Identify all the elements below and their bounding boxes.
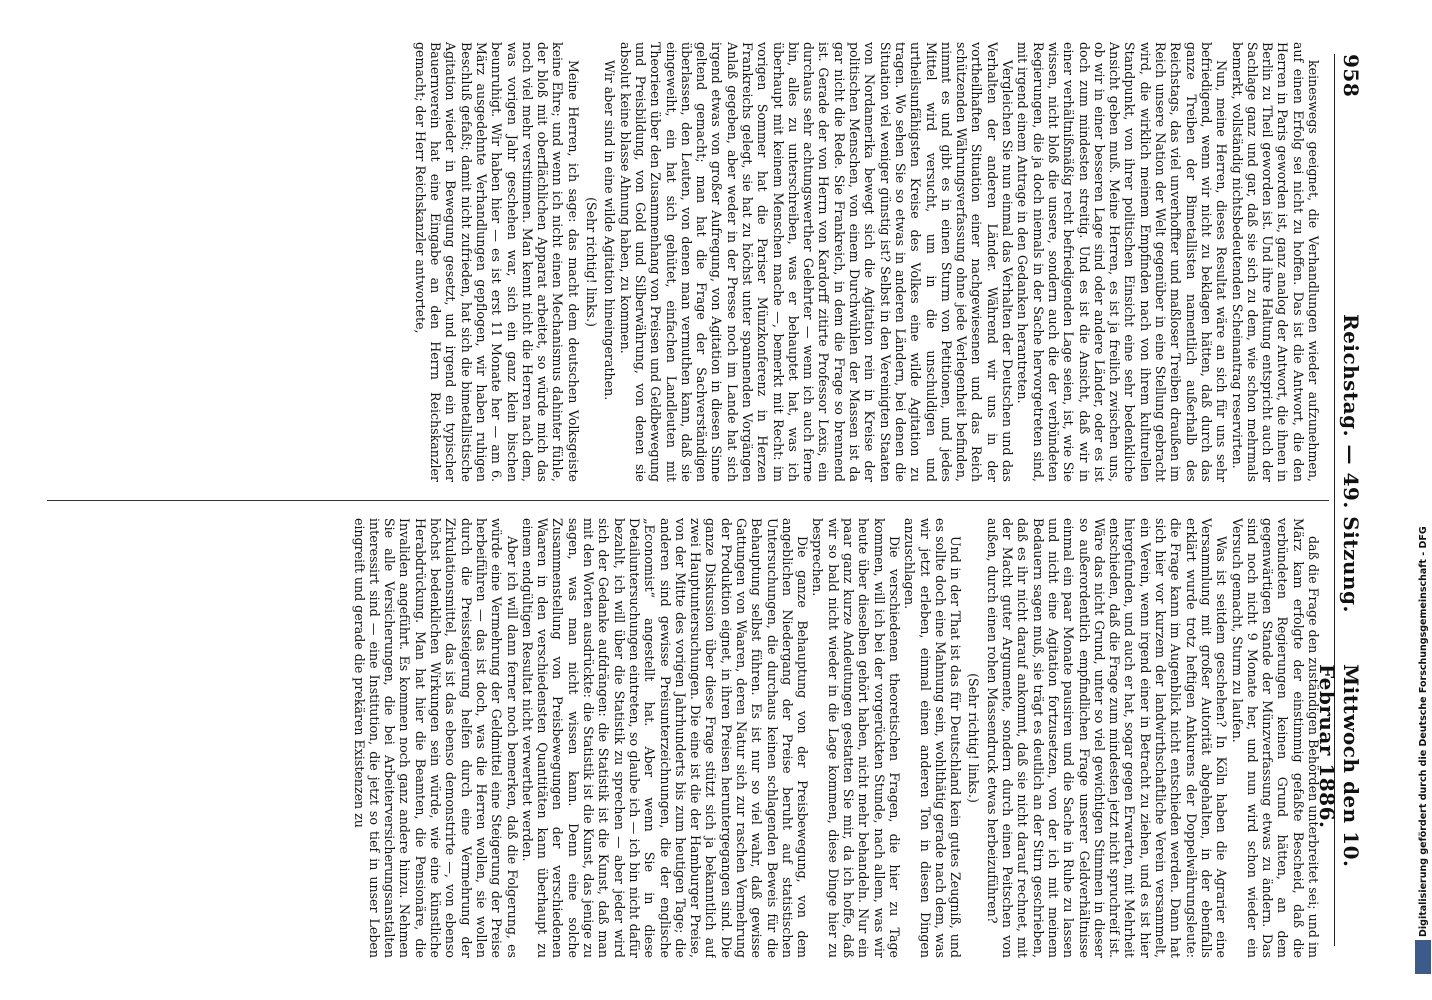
paragraph: Wir aber sind in eine wilde Agitation hineingerathen. xyxy=(602,60,618,401)
session-title: Reichstag. — 49. Sitzung. xyxy=(1339,314,1363,613)
dfg-credit-text: Digitalisierung gefördert durch die Deutsche Forschungsgemeinschaft - DFG xyxy=(1418,526,1429,937)
paragraph: Nun, meine Herren, dieses Resultat wäre an sich für uns sehr befriedigend, wenn wir nicht zu beklagen hätten, daß durch das ganze Treiben der Bimetallisten namentlich außerhalb des Reichstags, das viel unverhoffter und maßloser Treiben draußen im Reich unsere Nation der Welt gegenüber in eine Stellung gebracht wird, die wirklich meinem Empfinden nach von ihrem kulturellen Standpunkt, von ihrer politischen Einsicht eine sehr bedenkliche Ansicht geben muß. Meine Herren, es ist ja freilich zwischen uns, ob wir in einer besseren Lage sind oder andere Länder, oder es ist doch zum mindesten streitig. Und es ist die Ansicht, daß wir in einer verhältnißmäßig recht befriedigenden Lage seien, ist, wie Sie wissen, nicht bloß die unsere, sondern auch die der verbündeten Regierungen, die ja doch niemals in der Sache hervorgetreten sind, mit irgend einem Antrage in den Gedanken herantreten. xyxy=(1015,42,1230,482)
paragraph: daß die Frage den zuständigen Behörden unterbreitet sei; und im März kam erfolgte der einstimmig gefaßte Bescheid, daß die verbündeten Regierungen keinen Grund hätten, an dem gegenwärtigen Stande der Münzverfassung etwas zu ändern. Das sind noch nicht 9 Monate her, und nun wird schon wieder ein Versuch gemacht, Sturm zu laufen. xyxy=(1229,518,1321,958)
right-text-column xyxy=(45,518,1321,958)
paragraph: Vergleichen Sie nun einmal das Verhalten der Deutschen und das Verhalten der anderen Länder. Während wir uns in der vortheilhaften Situation einer nachgewiesenen und das Reich schützenden Währungsverfassung ohne jede Verlegenheit befinden, nimmt es und gibt es in einen Sturm von Petitionen, und jedes Mittel wird versucht, um in die unschuldigen und urtheilsunfähigsten Kreise des Volkes eine wilde Agitation zu tragen. Wo sehen Sie so etwas in anderen Ländern, bei denen die Situation viel weniger günstig ist? Selbst in den Vereinigten Staaten von Nordamerika bewegt sich die Agitation rein in Kreise der politischen Menschen, von einem Durchwühlen der Massen ist da gar nicht die Rede. Sie Frankreich, in dem die Frage so brennend ist. Gerade der von Herrn von Kardorff zitirte Professor Lexis, ein durchaus sehr achtungswerther Gelehrter — wenn ich auch ferne bin, alles zu unterschreiben, was er behauptet hat, was ich überhaupt mit keinem Menschen mache —, bemerkt mit Recht: im vorigen Sommer hat die Pariser Münzkonferenz in Herzen Frankreichs gelegt, sie hat zu höchst unter spannenden Vorgängen Anlaß gegeben, aber weder in der Presse noch im Lande hat sich irgend etwas von großer Aufregung, von Agitation in diesen Sinne geltend gemacht; man hat die Frage der Sachverständigen überlassen, den Leuten, von denen man vermuthen kann, daß sie eingeweiht, ein hat sich gehütet, einfachen Landleuten mit Theorieen über den Zusammenhang von Preisen und Geldbewegung und Preisbildung, von Gold und Silberwährung, von denen sie absolut keine blasse Ahnung haben, zu kommen. xyxy=(617,42,1016,482)
dfg-logo-mark xyxy=(1415,940,1431,974)
paragraph: Aber ich will dann ferner noch bemerken, daß die Folgerung, es würde eine Vermehrung der Geldmittel eine Steigerung der Preise herbeiführen — das ist doch, was die Herren wollen, sie wollen durch die Preissteigerung helfen durch eine Vermehrung der Zirkulationsmittel, das ist das ebenso demonstrirte —, von ebenso höchst bedenklichen Wirkungen sein würde, wie eine künstliche Herabdrückung. Man hat hier die Beamten, die Pensionäre, die Invaliden angeführt. Es kommen noch ganz andere hinzu. Nehmen Sie alle Versicherungen, die bei Arbeiterversicherungsanstalten interessirt sind — eine Institution, die jetzt so tief in unser Leben eingreift und gerade die prekären Existenzen zu xyxy=(351,518,520,958)
interjection: (Sehr richtig! links.) xyxy=(584,197,600,327)
paragraph: Die ganze Behauptung von der Preisbewegung, von dem angeblichen Niedergang der Preise beruht auf statistischen Untersuchungen, die durchaus keinen schlagenden Beweis für die Behauptung selbst führen. Es ist nur so viel wahr, daß gewisse Gattungen von Waaren, deren Natur sich zur raschen Vermehrung der Produktion eignet, in ihren Preisen heruntergegangen sind. Die ganze Diskussion über diese Frage stützt sich ja bekanntlich auf zwei Hauptuntersuchungen. Die eine ist die der Hamburger Preise, von der Mitte des vorigen Jahrhunderts bis zum heutigen Tage; die anderen sind gewisse Preisunterzeichnungen, die der englische „Economist“ angestellt hat. Aber wenn Sie in diese Detailuntersuchungen eintreten, so glaube ich — ich bin nicht dafür bezahlt, ich will über die Statistik zu sprechen — aber jeder wird sich der Gedanke aufdrängen: die Statistik ist die Kunst, daß man mit den Worten ausdrückte: die Statistik ist die Kunst, das jenige zu sagen, was man nicht wissen kann. Denn eine solche Zusammenstellung von Preisbewegungen der verschiedenen Waaren in den verschiedensten Quantitäten kann überhaupt zu einem endgültigen Resultat nicht verwerthet werden. xyxy=(519,518,811,958)
paragraph: Die verschiedenen theoretischen Fragen, die hier zu Tage kommen, will ich bei der vorgerückten Stunde, nach allem, was wir heute über dieselben gehört haben, nicht mehr behandeln. Nur ein paar ganz kurze Andeutungen gestatten Sie mir, da ich hoffe, daß wir so bald nicht wieder in die Lage kommen, diese Dinge hier zu besprechen. xyxy=(810,518,902,958)
paragraph: Was ist seitdem geschehen? In Köln haben die Agrarier eine Versammlung mit großer Autorität abgehalten, in der ebenfalls erklärt wurde trotz heftigen Ankurens der Doppelwährungsleute: die Frage kann im Augenblick nicht entschieden werden. Dann hat sich hier vor kurzem der landwirthschaftliche Verein versammelt, ein Verein, wenn irgend einer in Betracht zu ziehen, und es ist hier hiergefunden, und auch er hat, sogar gegen Erwarten, mit Mehrheit entschieden, daß die Frage zum mindesten jetzt nicht spruchreif ist. Wäre das nicht Grund, unter so viel gewichtigen Stimmen in dieser so außerordentlich empfindlichen Frage unserer Geldverhältnisse einmal ein paar Monate pausiren und die Sache in Ruhe zu lassen und nicht eine Agitation fortzusetzen, von der ich mit meinem Bedauern sagen muß, sie trägt es deutlich an der Stirn geschrieben, daß es ihr nicht darauf ankommt, daß sie nicht darauf rechnet, mit der Macht guter Argumente, sondern durch einen Peitschen von außen, durch einen rohen Massendruck etwas herbeizuführen? xyxy=(984,518,1230,958)
paragraph: Meine Herren, ich sage: das macht dem deutschen Volksgeiste keine Ehre; und wenn ich nicht einen Mechanismus dahinter fühle, der bloß mit oberflächlichen Apparat arbeitet, so würde mich das noch viel mehr verstimmen. Man kennt nicht die Herren nach dem, was vorigen Jahr geschehen war, sich ein ganz klein bischen beunruhigt. Wir haben hier — es ist erst 11 Monate her — am 6. März ausgedehnte Verhandlungen gepflogen, wir haben ruhigen Beschluß gefaßt; damit nicht zufrieden, hat sich die bimetallistische Agitation wieder in Bewegung gesetzt, und irgend ein typischer Bauernverein hat eine Eingabe an den Herrn Reichskanzler gemacht; der Herr Reichskanzler antwortete, xyxy=(412,42,581,482)
paragraph: Und in der That ist das für Deutschland kein gutes Zeugniß, und es sollte doch eine Mahnung sein, wohlthätig gerade nach dem, was wir jetzt erleben, einmal einen anderen Ton in diesen Dingen anzuschlagen. xyxy=(902,518,964,958)
interjection: (Sehr richtig! links.) xyxy=(966,673,982,803)
page-header xyxy=(1315,54,1369,946)
left-text-column xyxy=(45,42,1321,482)
session-date: Mittwoch den 10. Februar 1886. xyxy=(1315,664,1363,868)
column-divider xyxy=(47,500,1329,501)
scanned-page xyxy=(31,34,1369,966)
paragraph: keineswegs geeignet, die Verhandlungen wieder aufzunehmen, auf einen Erfolg sei nicht zu hoffen. Das ist die Antwort, die den Herren in Paris geworden ist, ganz analog der Antwort, die ihnen in Berlin zu Theil geworden ist. Und ihre Haltung entspricht auch der Sachlage ganz und gar, daß sie sich zu dem, wie schon mehrmals bemerkt, vollständig nichtsbedeutenden Scheinantrag reservirten. xyxy=(1229,42,1321,482)
page-number: 958 xyxy=(1339,54,1363,98)
